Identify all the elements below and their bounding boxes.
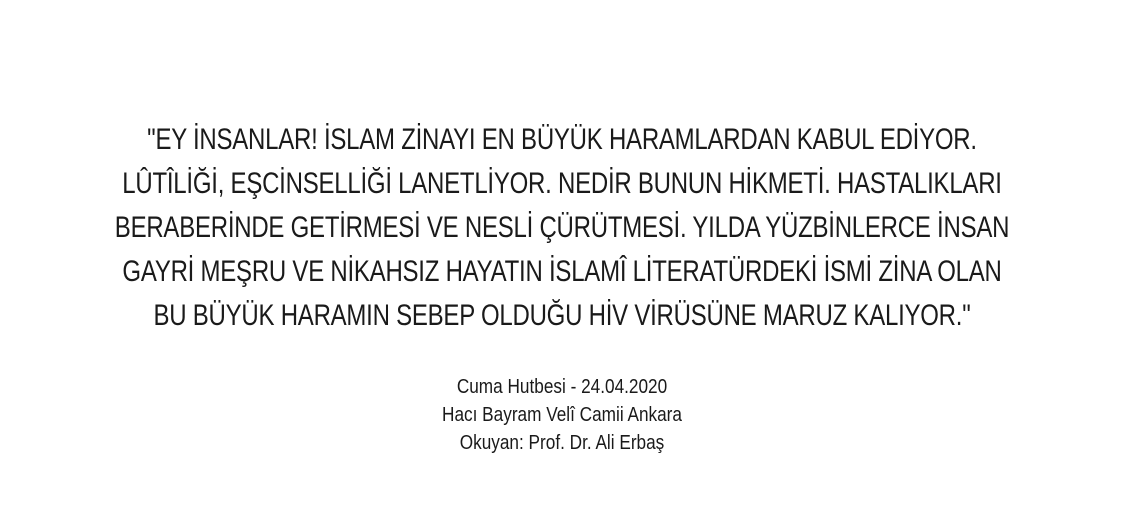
quote-line-5: BU BÜYÜK HARAMIN SEBEP OLDUĞU HİV VİRÜSÜNE MARUZ KALIYOR." — [153, 299, 971, 332]
quote-line-4: GAYRİ MEŞRU VE NİKAHSIZ HAYATIN İSLAMÎ LİTERATÜRDEKİ İSMİ ZİNA OLAN — [122, 255, 1002, 288]
quote-line-2: LÛTÎLİĞİ, EŞCİNSELLİĞİ LANETLİYOR. NEDİR BUNUN HİKMETİ. HASTALIKLARI — [122, 167, 1002, 200]
sermon-quote — [0, 118, 1124, 338]
speaker-name: Okuyan: Prof. Dr. Ali Erbaş — [459, 432, 665, 454]
event-date: Cuma Hutbesi - 24.04.2020 — [456, 376, 668, 398]
event-location: Hacı Bayram Velî Camii Ankara — [442, 404, 682, 426]
quote-attribution — [0, 373, 1124, 457]
quote-line-1: "EY İNSANLAR! İSLAM ZİNAYI EN BÜYÜK HARAMLARDAN KABUL EDİYOR. — [147, 123, 977, 156]
quote-line-3: BERABERİNDE GETİRMESİ VE NESLİ ÇÜRÜTMESİ. YILDA YÜZBİNLERCE İNSAN — [114, 211, 1010, 244]
